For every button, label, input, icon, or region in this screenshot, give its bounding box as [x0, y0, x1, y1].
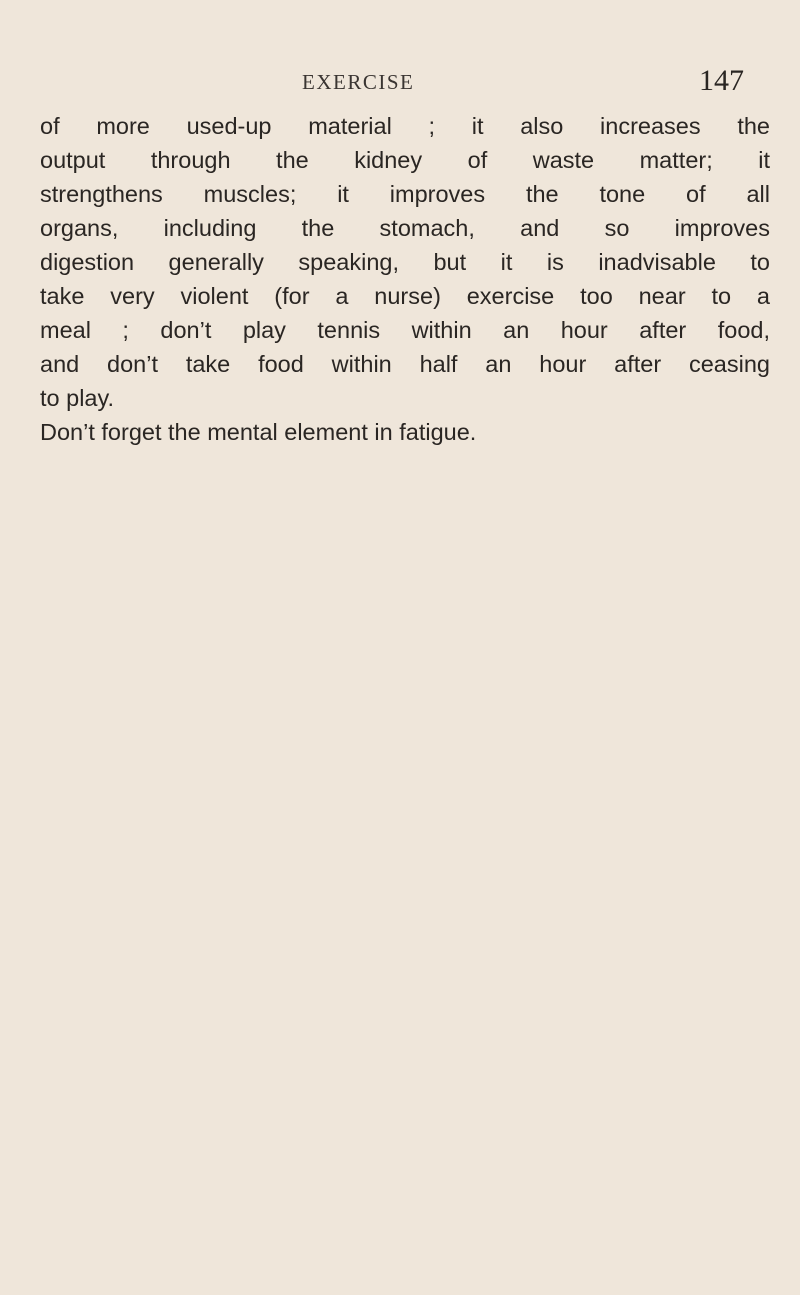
- text-line: of more used-up material ; it also increases the: [40, 113, 770, 139]
- running-head: [0, 64, 800, 104]
- text-line: organs, including the stomach, and so improves: [40, 215, 770, 241]
- text-line: output through the kidney of waste matter; it: [40, 147, 770, 173]
- text-line: strengthens muscles; it improves the tone of all: [40, 181, 770, 207]
- text-line: to play.: [40, 385, 115, 411]
- page-number: 147: [699, 64, 744, 97]
- text-line: meal ; don’t play tennis within an hour after food,: [40, 317, 770, 343]
- running-title: EXERCISE: [302, 70, 415, 94]
- paragraph-line: Don’t forget the mental element in fatigue.: [40, 419, 477, 445]
- text-line: take very violent (for a nurse) exercise too near to a: [40, 283, 770, 309]
- text-line: and don’t take food within half an hour after ceasing: [40, 351, 770, 377]
- text-line: digestion generally speaking, but it is inadvisable to: [40, 249, 770, 275]
